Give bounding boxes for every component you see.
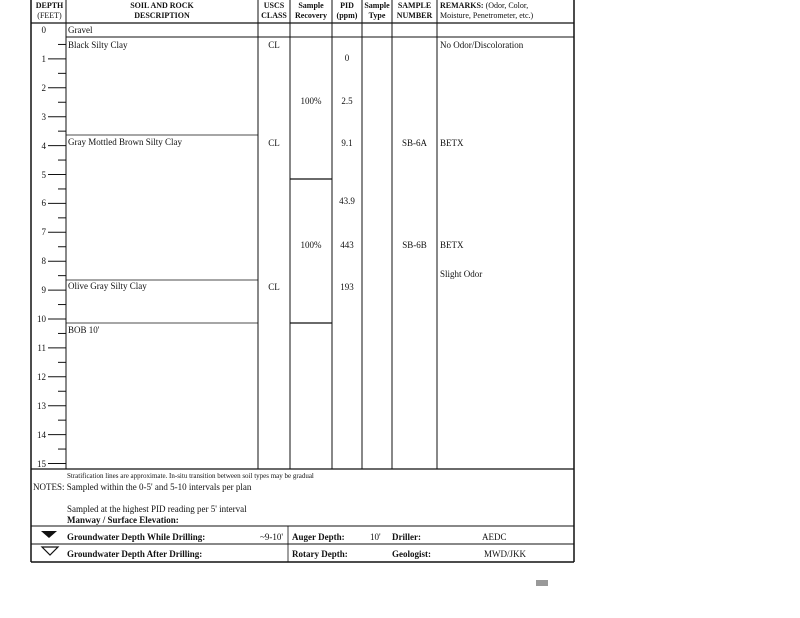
depth-label: 3 — [41, 111, 46, 122]
sample-number-1: SB-6A — [401, 138, 427, 148]
remark-1: BETX — [440, 138, 464, 148]
gw-while-drilling-value: ~9-10' — [260, 532, 283, 542]
scan-mark — [536, 580, 548, 586]
soil-gravel: Gravel — [68, 25, 93, 35]
pid-reading: 443 — [340, 240, 354, 250]
depth-label: 0 — [41, 25, 46, 35]
depth-label: 7 — [41, 227, 46, 238]
depth-label: 10 — [37, 314, 46, 324]
uscs-layer-3: CL — [268, 282, 280, 292]
soil-layer-1: Black Silty Clay — [68, 40, 128, 50]
header-uscs: USCS CLASS — [261, 1, 287, 20]
soil-end-of-boring: BOB 10' — [68, 325, 100, 335]
soil-layer-3: Olive Gray Silty Clay — [68, 281, 147, 291]
stratification-note: Stratification lines are approximate. In-situ transition between soil types may be gradual — [67, 472, 314, 480]
header-depth: DEPTH (FEET) — [35, 1, 64, 20]
recovery-sample-2: 100% — [300, 240, 322, 250]
header-soil: SOIL AND ROCK DESCRIPTION — [130, 1, 194, 20]
gw-after-drilling-label: Groundwater Depth After Drilling: — [67, 549, 203, 559]
auger-depth-label: Auger Depth: — [292, 532, 345, 542]
driller-value: AEDC — [482, 532, 507, 542]
pid-reading: 0 — [344, 53, 350, 63]
depth-label: 15 — [37, 458, 46, 469]
depth-label: 9 — [41, 285, 46, 296]
remark-0: No Odor/Discoloration — [440, 40, 524, 50]
uscs-layer-1: CL — [268, 40, 280, 50]
depth-label: 6 — [41, 198, 46, 209]
geologist-label: Geologist: — [392, 549, 431, 559]
depth-label: 13 — [37, 400, 46, 411]
sample-number-2: SB-6B — [402, 240, 427, 250]
groundwater-while-drilling-icon — [41, 531, 57, 538]
uscs-layer-2: CL — [268, 138, 280, 148]
header-sample-number: SAMPLE NUMBER — [396, 1, 433, 20]
depth-label: 5 — [41, 169, 46, 180]
depth-label: 11 — [37, 342, 46, 353]
header-pid: PID (ppm) — [336, 1, 358, 20]
driller-label: Driller: — [392, 532, 421, 542]
depth-label: 4 — [41, 140, 46, 151]
pid-reading: 43.9 — [339, 196, 355, 206]
groundwater-after-drilling-icon — [42, 547, 58, 555]
depth-label: 2 — [41, 82, 46, 93]
geologist-value: MWD/JKK — [484, 549, 526, 559]
remark-2: BETX — [440, 240, 464, 250]
depth-label: 1 — [41, 53, 46, 64]
pid-reading: 9.1 — [341, 138, 353, 148]
notes-line-2: Sampled at the highest PID reading per 5' interval — [67, 504, 247, 514]
manway-elevation: Manway / Surface Elevation: — [67, 515, 179, 525]
gw-while-drilling-label: Groundwater Depth While Drilling: — [67, 532, 206, 542]
rotary-depth-label: Rotary Depth: — [292, 549, 348, 559]
header-sample-type: Sample Type — [364, 1, 390, 20]
depth-label: 12 — [37, 371, 46, 382]
header-recovery: Sample Recovery — [295, 1, 327, 20]
depth-label: 14 — [37, 429, 46, 440]
pid-reading: 193 — [340, 282, 354, 292]
remark-3: Slight Odor — [440, 269, 483, 279]
header-remarks: REMARKS: (Odor, Color, Moisture, Penetrometer, etc.) — [440, 1, 534, 20]
auger-depth-value: 10' — [370, 532, 381, 542]
soil-layer-2: Gray Mottled Brown Silty Clay — [68, 137, 182, 147]
recovery-sample-1: 100% — [300, 96, 322, 106]
notes-line-1: NOTES: Sampled within the 0-5' and 5-10 intervals per plan — [33, 482, 252, 492]
pid-reading: 2.5 — [341, 96, 353, 106]
depth-label: 8 — [41, 256, 46, 267]
